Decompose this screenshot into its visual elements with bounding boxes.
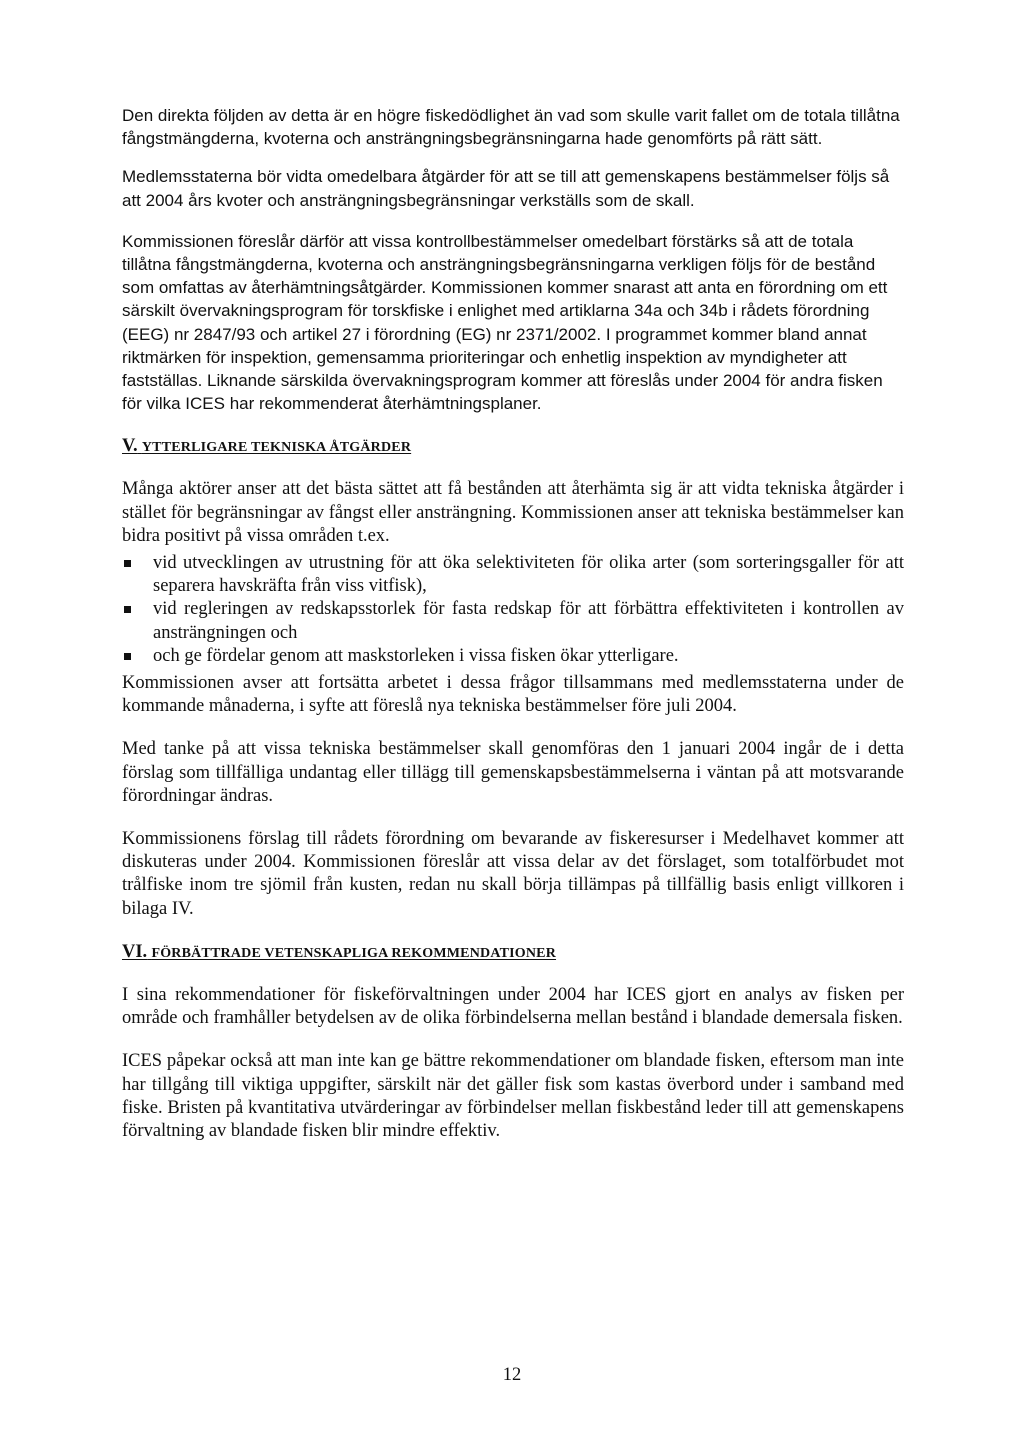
paragraph-commission-proposal: Kommissionen föreslår därför att vissa kontrollbestämmelser omedelbart förstärks så att de totala tillåtna fångstmängderna, kvoterna och ansträngningsbegränsningarna verkligen följs för de bestånd som omfattas av återhämtningsåtgärder. Kommissionen kommer snarast att anta en förordning om ett särskilt övervakningsprogram för torskfiske i enlighet med artiklarna 34a och 34b i rådets förordning (EEG) nr 2847/93 och artikel 27 i förordning (EG) nr 2371/2002. I programmet kommer bland annat riktmärken för inspektion, gemensamma prioriteringar och enhetlig inspektion av myndigheter att fastställas. Liknande särskilda övervakningsprogram kommer att föreslås under 2004 för andra fisken för vilka ICES har rekommenderat återhämtningsplaner. [122, 231, 888, 414]
square-bullet-icon [124, 560, 131, 567]
page-number: 12 [502, 1365, 522, 1385]
square-bullet-icon [124, 606, 131, 613]
list-item [122, 645, 904, 668]
section-6-number: VI. [122, 941, 148, 962]
paragraph-member-states: Medlemsstaterna bör vidta omedelbara åtgärder för att se till att gemenskapens bestämmelser följs så att 2004 års kvoter och ansträngningsbegränsningar verkställs som de skall. [122, 167, 890, 210]
list-item [122, 552, 904, 598]
paragraph-ices-analysis: I sina rekommendationer för fiskeförvaltningen under 2004 har ICES gjort en analys av fisken per område och framhåller betydelsen av de olika förbindelserna mellan bestånd i blandade demersala fisken. [122, 984, 904, 1029]
section-5-intro: Många aktörer anser att det bästa sättet att få bestånden att återhämta sig är att vidta tekniska åtgärder i stället för begränsningar av fångst eller ansträngning. Kommissionen anser att tekniska bestämmelser kan bidra positivt på vissa områden t.ex. [122, 479, 904, 546]
square-bullet-icon [124, 653, 131, 660]
section-6-title: FÖRBÄTTRADE VETENSKAPLIGA REKOMMENDATIONER [151, 945, 557, 961]
section-5-heading [122, 435, 904, 459]
list-item [122, 598, 904, 644]
paragraph-continue-work: Kommissionen avser att fortsätta arbetet i dessa frågor tillsammans med medlemsstaterna under de kommande månaderna, i syfte att föreslå nya tekniska bestämmelser före juli 2004. [122, 673, 904, 717]
technical-measures-list [122, 552, 904, 668]
section-5-title: YTTERLIGARE TEKNISKA ÅTGÄRDER [141, 440, 412, 456]
document-page [122, 104, 904, 1143]
list-item-text: och ge fördelar genom att maskstorleken i vissa fisken ökar ytterligare. [153, 645, 679, 666]
paragraph-temporary-derogations: Med tanke på att vissa tekniska bestämmelser skall genomföras den 1 januari 2004 ingår de i detta förslag som tillfälliga undantag eller tillägg till gemenskapsbestämmelserna i väntan på att motsvarande förordningar ändras. [122, 739, 904, 806]
paragraph-ices-data: ICES påpekar också att man inte kan ge bättre rekommendationer om blandade fisken, eftersom man inte har tillgång till viktiga uppgifter, särskilt när det gäller fisk som kastas överbord under i samband med fiske. Bristen på kvantitativa utvärderingar av förbindelser mellan fiskbestånd leder till att gemenskapens förvaltning av blandade fisken blir mindre effektiv. [122, 1051, 904, 1141]
list-item-text: vid regleringen av redskapsstorlek för fasta redskap för att förbättra effektiviteten i kontrollen av ansträngningen och [153, 599, 904, 643]
paragraph-mediterranean: Kommissionens förslag till rådets förordning om bevarande av fiskeresurser i Medelhavet kommer att diskuteras under 2004. Kommissionen föreslår att vissa delar av det förslaget, som totalförbudet mot trålfiske inom tre sjömil från kusten, redan nu skall börja tillämpas på tillfällig basis enligt villkoren i bilaga IV. [122, 829, 904, 919]
section-6-heading [122, 941, 904, 965]
paragraph-consequence: Den direkta följden av detta är en högre fiskedödlighet än vad som skulle varit fallet om de totala tillåtna fångstmängderna, kvoterna och ansträngningsbegränsningarna hade genomförts på rätt sätt. [122, 106, 900, 149]
section-5-number: V. [122, 436, 138, 457]
list-item-text: vid utvecklingen av utrustning för att öka selektiviteten för olika arter (som sorteringsgaller för att separera havskräfta från viss vitfisk), [153, 553, 904, 597]
